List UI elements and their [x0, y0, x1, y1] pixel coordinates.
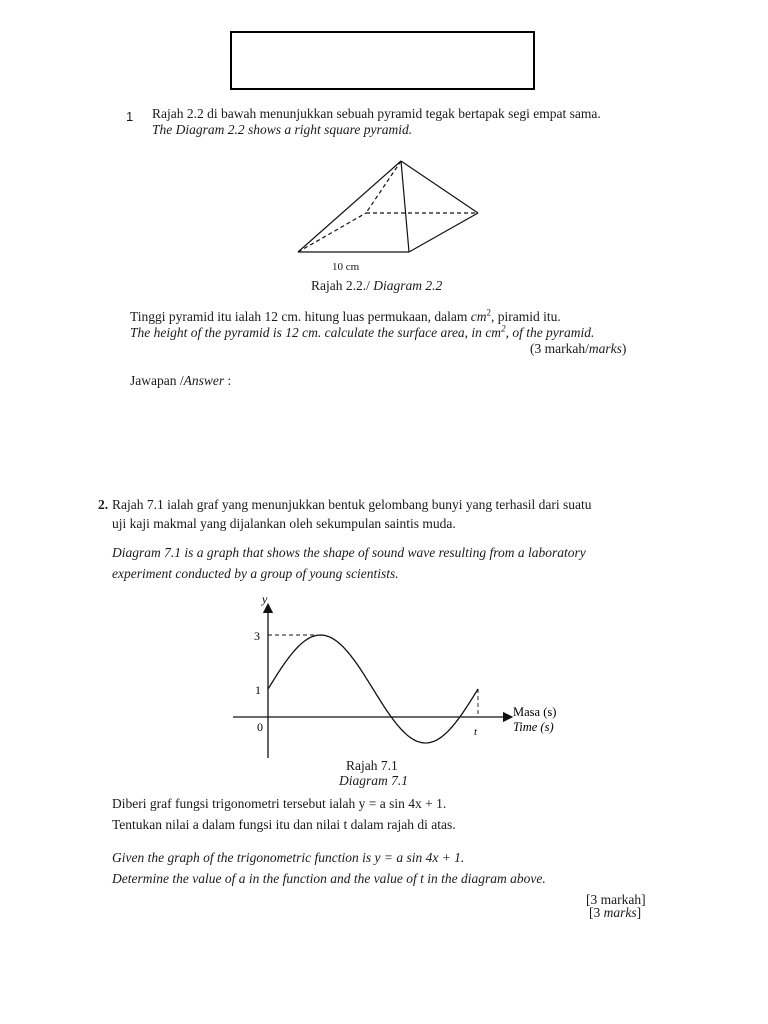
q2-intro-english-line1: Diagram 7.1 is a graph that shows the shape of sound wave resulting from a laboratory — [112, 545, 586, 560]
q2-intro-malay-line2: uji kaji makmal yang dijalankan oleh sekumpulan saintis muda. — [112, 516, 456, 531]
pyramid-base-label: 10 cm — [332, 261, 360, 273]
graph-caption-malay: Rajah 7.1 — [346, 758, 398, 773]
graph-x-label-malay: Masa (s) — [513, 705, 557, 719]
graph-caption-english: Diagram 7.1 — [339, 773, 409, 788]
q1-intro-english: The Diagram 2.2 shows a right square pyramid. — [152, 122, 413, 137]
pyramid-slant-left — [298, 161, 401, 252]
pyramid-base-right-edge — [409, 213, 478, 252]
pyramid-hidden-left-edge — [298, 213, 366, 252]
graph-tick-1: 1 — [255, 683, 261, 697]
question-1-number: 1 — [126, 109, 134, 124]
q1-marks: (3 markah/marks) — [530, 341, 627, 356]
q2-marks-english: [3 marks] — [589, 905, 642, 920]
pyramid-diagram — [290, 155, 490, 280]
q1-question-malay: Tinggi pyramid itu ialah 12 cm. hitung luas permukaan, dalam $cm^2$, piramid itu. — [130, 307, 561, 324]
q2-determine-english: Determine the value of a in the function and the value of t in the diagram above. — [112, 871, 546, 886]
q2-determine-malay: Tentukan nilai a dalam fungsi itu dan nilai t dalam rajah di atas. — [112, 817, 456, 832]
q2-marks-malay: [3 markah] — [586, 892, 646, 907]
graph-origin: 0 — [257, 720, 263, 734]
graph-tick-3: 3 — [254, 629, 260, 643]
sine-curve — [268, 635, 478, 743]
graph-y-label: y — [262, 592, 268, 606]
q2-intro-english-line2: experiment conducted by a group of young scientists. — [112, 566, 399, 581]
q2-intro-malay-line1: Rajah 7.1 ialah graf yang menunjukkan bentuk gelombang bunyi yang terhasil dari suatu — [112, 497, 592, 512]
q1-question-english: The height of the pyramid is 12 cm. calculate the surface area, in $cm^2$, of the pyramid. — [130, 323, 595, 340]
pyramid-slant-front — [401, 161, 409, 252]
pyramid-slant-right — [401, 161, 478, 213]
name-box — [230, 31, 535, 90]
q1-answer-label: Jawapan /Answer : — [130, 373, 232, 388]
pyramid-caption: Rajah 2.2./ Diagram 2.2 — [311, 278, 443, 293]
sine-graph — [225, 590, 585, 760]
q1-intro-malay: Rajah 2.2 di bawah menunjukkan sebuah pyramid tegak bertapak segi empat sama. — [152, 106, 601, 121]
question-2-number: 2. — [98, 497, 109, 512]
graph-t-label: t — [474, 726, 478, 738]
q2-given-english: Given the graph of the trigonometric function is y = a sin 4x + 1. — [112, 850, 465, 865]
q2-given-malay: Diberi graf fungsi trigonometri tersebut ialah y = a sin 4x + 1. — [112, 796, 447, 811]
graph-x-label-english: Time (s) — [513, 720, 554, 734]
